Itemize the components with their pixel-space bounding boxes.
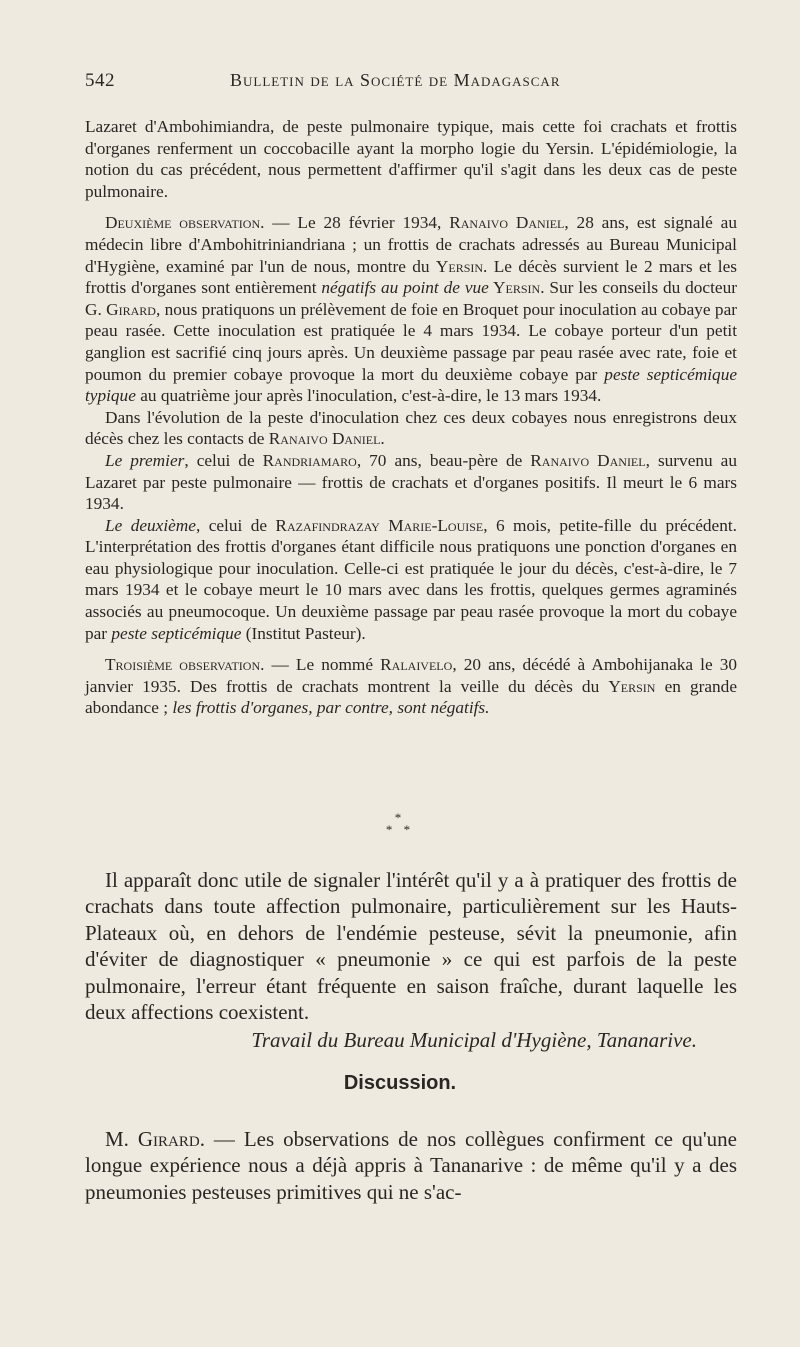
intro-paragraph: Lazaret d'Ambohimiandra, de peste pulmonaire typique, mais cette foi crachats et frottis d'organes renferment un coccobacille ayant la morpho logie du Yersin. L'épidémiologie, la notion du cas précédent, nous permettent d'affirmer qu'il s'agit dans les deux cas de peste pulmonaire.	[85, 117, 737, 201]
text-run: Dans l'évolution de la peste d'inoculation chez ces deux cobayes nous enregistrons deux décès chez les contacts de	[85, 407, 737, 449]
third-observation	[85, 654, 737, 719]
asterisk: *	[394, 810, 406, 825]
text-run: — Le 28 février 1934,	[264, 213, 450, 233]
text-run: (Institut Pasteur).	[241, 623, 366, 643]
text-run: , 28 ans, est signalé au médecin libre d'Ambohitriniandriana ; un frottis de crachats adressés au Bureau Municipal d'Hygiène, examiné par l'un de nous, montre du	[85, 213, 737, 276]
text-run: , nous pratiquons un prélèvement de foie en Broquet pour inoculation au cobaye par peau rasée. Cette inoculation est pratiquée le 4 mars 1934. Le cobaye porteur d'un petit ganglion est sacrifié cinq jours après. Un deuxième passage par peau rasée avec rate, foie et poumon du premier cobaye provoque la mort du deuxième cobaye par	[85, 299, 738, 384]
third-observation-heading: Troisième observation.	[105, 655, 265, 675]
italic-run: Le premier	[105, 450, 185, 470]
discussion-heading: Discussion.	[343, 1072, 457, 1094]
text-run: — Les observations de nos collègues confirment ce qu'une longue expérience nous a déjà appris à Tananarive : de même qu'il y a des pneumonies pesteuses primitives qui ne s'ac-	[85, 1127, 737, 1204]
text-run: au quatrième jour après l'inoculation, c'est-à-dire, le 13 mars 1934.	[135, 386, 602, 406]
discussion-paragraph	[85, 1126, 737, 1205]
person-name: Girard	[106, 299, 156, 319]
observations-block	[85, 116, 737, 719]
text-run: — Le nommé	[264, 655, 381, 675]
text-run: , celui de	[184, 450, 263, 470]
text-run: en grande abondance ;	[85, 676, 737, 718]
second-observation-p3	[85, 450, 737, 515]
person-name: Ralaivelo	[380, 655, 453, 675]
person-name: Ranaivo Daniel	[530, 450, 646, 470]
italic-run: Le deuxième	[105, 515, 196, 535]
signature-line: Travail du Bureau Municipal d'Hygiène, Tananarive.	[251, 1028, 697, 1053]
asterisks: * *	[385, 822, 415, 837]
person-name: Randriamaro	[262, 450, 357, 470]
italic-run: négatifs au point de vue	[321, 278, 489, 298]
page-number: 542	[85, 70, 115, 91]
second-observation-p4	[85, 515, 737, 645]
second-observation-heading: Deuxième observation.	[105, 213, 265, 233]
bacillus-name: Yersin	[435, 256, 484, 276]
bacillus-name: Yersin	[488, 278, 541, 298]
second-observation-p1	[85, 212, 737, 406]
conclusion-paragraph: Il apparaît donc utile de signaler l'intérêt qu'il y a à pratiquer des frottis de crachats dans toute affection pulmonaire, particulièrement sur les Hauts-Plateaux où, en dehors de l'endémie pesteuse, sévit la pneumonie, afin d'éviter de diagnostiquer « pneumonie » ce qui est parfois de la peste pulmonaire, l'erreur étant fréquente en saison fraîche, durant laquelle les deux affections coexistent.	[85, 868, 737, 1025]
person-name: Razafindrazay Marie-Louise	[275, 515, 484, 535]
text-run: , 6 mois, petite-fille du précédent. L'interprétation des frottis d'organes étant difficile nous pratiquons une ponction d'organes en eau physiologique pour inoculation. Celle-ci est pratiquée le jour du décès, c'est-à-dire, le 7 mars 1934 et le cobaye meurt le 10 mars avec dans les frottis, quelques germes agraminés associés au pneumocoque. Un deuxième passage par peau rasée provoque la mort du cobaye par	[85, 515, 737, 643]
italic-run: peste septicémique	[111, 623, 242, 643]
italic-run: les frottis d'organes, par contre, sont négatifs.	[172, 698, 490, 718]
section-separator	[0, 812, 800, 836]
conclusion-block	[85, 867, 737, 1054]
text-run: , celui de	[195, 515, 276, 535]
discussion-block	[85, 1126, 737, 1205]
person-name: Ranaivo Daniel	[449, 213, 565, 233]
text-run: , 70 ans, beau-père de	[356, 450, 531, 470]
speaker-name: M. Girard.	[105, 1127, 205, 1151]
second-observation-p2	[85, 407, 737, 450]
text-run: . Le décès survient le 2 mars et les frottis d'organes sont entièrement	[85, 256, 737, 298]
text-run: . Sur les conseils du docteur G.	[85, 278, 737, 319]
text-run: , survenu au Lazaret par peste pulmonaire — frottis de crachats et d'organes positifs. Il meurt le 6 mars 1934.	[85, 450, 737, 514]
text-run: , 20 ans, décédé à Ambohijanaka le 30 janvier 1935. Des frottis de crachats montrent la veille du décès du	[85, 655, 737, 696]
person-name: Ranaivo Daniel	[268, 429, 381, 449]
italic-run: peste septicémique typique	[85, 364, 738, 406]
running-title: Bulletin de la Société de Madagascar	[230, 70, 561, 90]
text-run: .	[380, 429, 385, 449]
bacillus-name: Yersin	[608, 676, 656, 696]
